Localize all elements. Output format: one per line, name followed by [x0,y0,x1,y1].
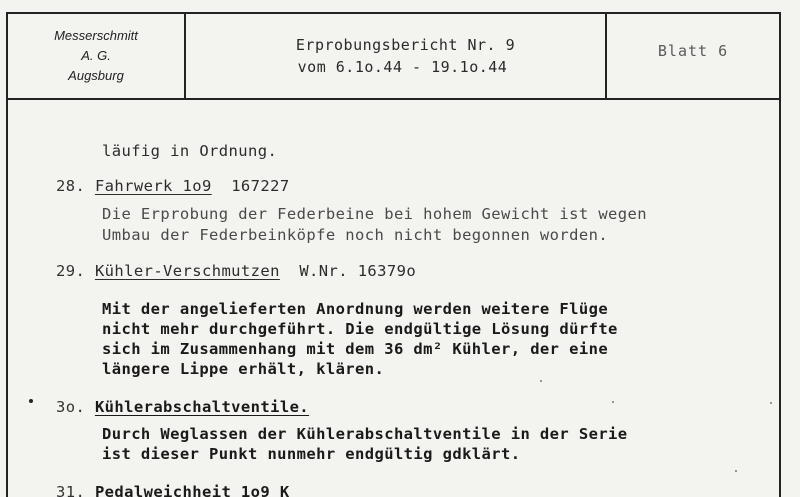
item-29-text-line: längere Lippe erhält, klären. [102,360,385,378]
item-29-heading-row [56,262,416,280]
item-28-heading-row [56,177,290,195]
paper-speck [612,401,614,403]
item-number: 29. [56,262,86,280]
item-heading: Fahrwerk 1o9 [94,177,212,195]
paper-speck [770,402,772,404]
report-header [6,12,781,100]
item-30-heading-row [56,398,309,416]
company-name: Messerschmitt [54,28,138,43]
item-31-heading-row [56,483,290,497]
report-title: Erprobungsbericht Nr. 9 [295,36,516,54]
item-29-text-line: sich im Zusammenhang mit dem 36 dm² Kühler, der eine [102,340,609,358]
item-28-text-line: Die Erprobung der Federbeine bei hohem Gewicht ist wegen [102,205,647,223]
item-28-text-line: Umbau der Federbeinköpfe noch nicht begonnen worden. [102,226,609,244]
paper-speck [735,470,737,472]
continuation-text: läufig in Ordnung. [102,142,278,160]
item-ref: 167227 [231,177,290,195]
item-30-text-line: ist dieser Punkt nunmehr endgültig gdklärt. [102,445,521,463]
item-number: 31. [56,483,86,497]
item-number: 3o. [56,398,86,416]
sheet-number: Blatt 6 [657,42,729,60]
item-heading: Kühler-Verschmutzen [94,262,280,280]
paper-speck [540,380,542,382]
report-date-range: vom 6.1o.44 - 19.1o.44 [297,58,508,76]
item-29-text-line: Mit der angelieferten Anordnung werden weitere Flüge [102,300,609,318]
company-block [8,14,186,98]
margin-mark [29,399,33,403]
item-30-text-line: Durch Weglassen der Kühlerabschaltventile in der Serie [102,425,628,443]
item-number: 28. [56,177,86,195]
company-form: A. G. [81,48,111,63]
item-29-text-line: nicht mehr durchgeführt. Die endgültige Lösung dürfte [102,320,618,338]
report-title-block [186,14,607,98]
item-heading: Kühlerabschaltventile. [94,398,310,416]
item-ref: W.Nr. 16379o [299,262,417,280]
item-heading: Pedalweichheit 1o9 K [94,483,290,497]
company-city: Augsburg [68,68,124,83]
